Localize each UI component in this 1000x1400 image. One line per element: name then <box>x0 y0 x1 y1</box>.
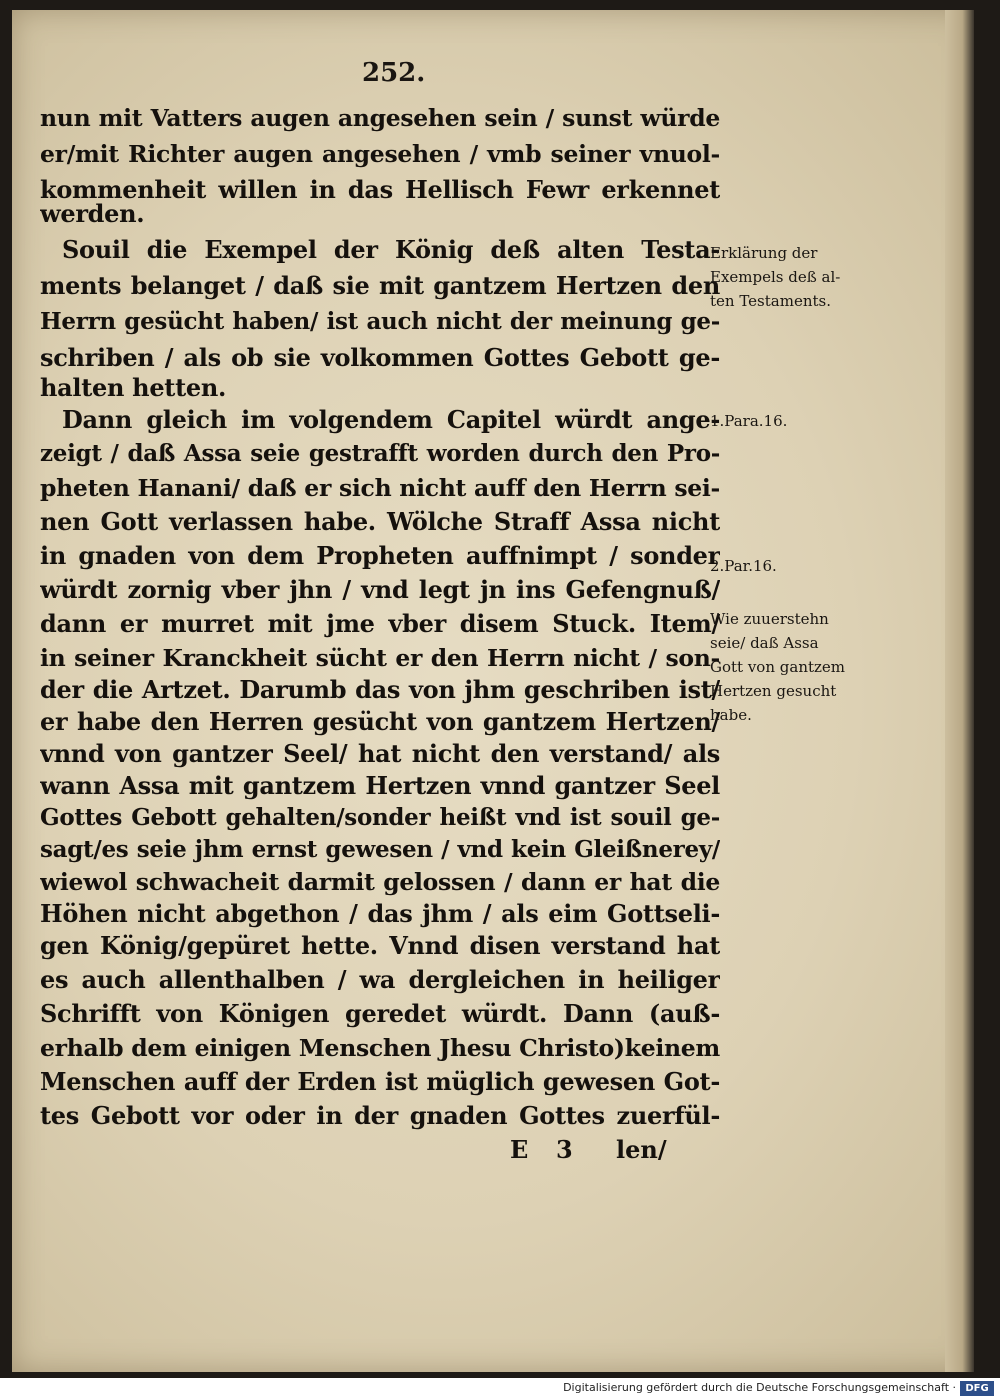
text-line: nun mit Vatters augen angesehen sein / sunst würde <box>40 104 720 132</box>
text-line: er habe den Herren gesücht von gantzem Hertzen/ <box>40 707 720 736</box>
text-line: zeigt / daß Assa seie gestrafft worden durch den Pro- <box>40 440 720 467</box>
text-line: Dann gleich im volgendem Capitel würdt ange- <box>62 405 720 434</box>
marginal-note: Erklärung der <box>710 244 818 262</box>
marginal-note: Wie zuuerstehn <box>710 610 829 628</box>
catchword: len/ <box>616 1135 667 1164</box>
marginal-note: 2.Par.16. <box>710 557 777 575</box>
text-line: Schrifft von Königen geredet würdt. Dann (auß- <box>40 999 720 1028</box>
text-line: sagt/es seie jhm ernst gewesen / vnd kein Gleißnerey/ <box>40 836 720 863</box>
page-number: 252. <box>362 58 426 88</box>
text-line: der die Artzet. Darumb das von jhm geschriben ist/ <box>40 675 720 704</box>
text-line: Souil die Exempel der König deß alten Testa- <box>62 235 720 264</box>
marginal-note: 1.Para.16. <box>710 412 788 430</box>
text-line: in gnaden von dem Propheten auffnimpt / sonder <box>40 541 720 570</box>
text-line: ments belanget / daß sie mit gantzem Hertzen den <box>40 271 720 300</box>
text-line: es auch allenthalben / wa dergleichen in heiliger <box>40 965 720 994</box>
text-line: Menschen auff der Erden ist müglich gewesen Got- <box>40 1067 720 1096</box>
signature-number: 3 <box>556 1135 573 1164</box>
marginal-note: ten Testaments. <box>710 292 831 310</box>
marginal-note: Gott von gantzem <box>710 658 846 676</box>
text-line: halten hetten. <box>40 373 227 402</box>
text-line: nen Gott verlassen habe. Wölche Straff Assa nicht <box>40 507 720 536</box>
text-line: kommenheit willen in das Hellisch Fewr erkennet <box>40 175 720 204</box>
dfg-logo-icon: DFG <box>960 1381 994 1396</box>
text-line: er/mit Richter augen angesehen / vmb seiner vnuol- <box>40 140 720 168</box>
text-line: gen König/gepüret hette. Vnnd disen verstand hat <box>40 931 720 960</box>
text-line: vnnd von gantzer Seel/ hat nicht den verstand/ als <box>40 739 720 768</box>
text-line: in seiner Kranckheit sücht er den Herrn nicht / son- <box>40 644 720 672</box>
text-line: werden. <box>40 199 145 228</box>
page-edge <box>945 10 974 1372</box>
marginal-note: habe. <box>710 706 752 724</box>
signature-mark: E <box>510 1135 529 1164</box>
footer-bar <box>0 1378 1000 1400</box>
marginal-note: Hertzen gesucht <box>710 682 837 700</box>
text-line: dann er murret mit jme vber disem Stuck. Item/ <box>40 609 720 638</box>
marginal-note: seie/ daß Assa <box>710 634 819 652</box>
text-line: erhalb dem einigen Menschen Jhesu Christo)keinem <box>40 1034 720 1062</box>
marginal-note: Exempels deß al- <box>710 268 841 286</box>
text-line: wann Assa mit gantzem Hertzen vnnd gantzer Seel <box>40 771 720 800</box>
text-line: Herrn gesücht haben/ ist auch nicht der meinung ge- <box>40 308 720 335</box>
text-line: Gottes Gebott gehalten/sonder heißt vnd ist souil ge- <box>40 804 720 831</box>
footer-credit: Digitalisierung gefördert durch die Deutsche Forschungsgemeinschaft · <box>563 1381 956 1394</box>
text-line: Höhen nicht abgethon / das jhm / als eim Gottseli- <box>40 899 720 928</box>
text-line: pheten Hanani/ daß er sich nicht auff den Herrn sei- <box>40 474 720 502</box>
text-line: würdt zornig vber jhn / vnd legt jn ins Gefengnuß/ <box>40 575 720 604</box>
text-line: schriben / als ob sie volkommen Gottes Gebott ge- <box>40 343 720 372</box>
text-line: wiewol schwacheit darmit gelossen / dann er hat die <box>40 868 720 896</box>
text-line: tes Gebott vor oder in der gnaden Gottes zuerfül- <box>40 1101 720 1130</box>
